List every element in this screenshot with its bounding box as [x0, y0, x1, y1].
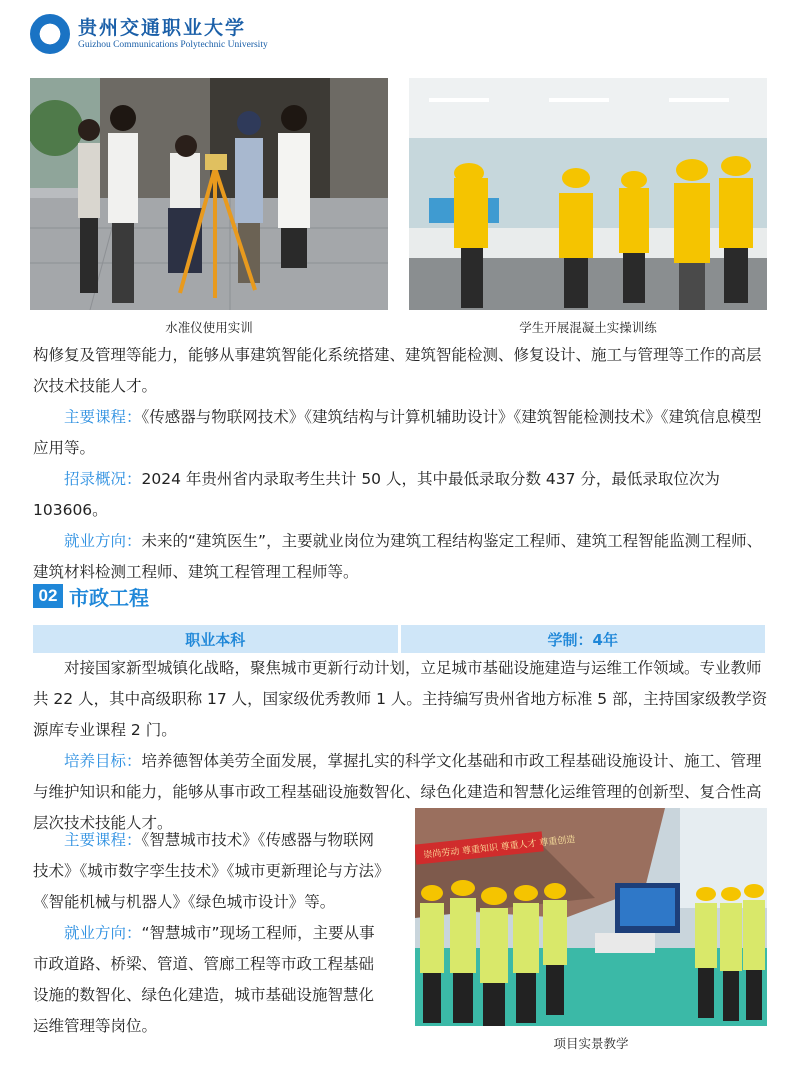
university-name-cn: 贵州交通职业大学	[78, 17, 247, 39]
section-title: 市政工程	[69, 585, 149, 610]
section1-courses	[33, 402, 769, 464]
admission-label: 招录概况：	[64, 470, 142, 488]
photo-caption: 学生开展混凝土实操训练	[519, 320, 657, 335]
goal-label: 培养目标：	[64, 752, 142, 770]
section2-career	[33, 918, 383, 1042]
program-duration: 学制：4年	[401, 625, 766, 653]
university-logo-icon	[30, 14, 70, 54]
section2-intro: 对接国家新型城镇化战略，聚焦城市更新行动计划，立足城市基础设施建造与运维工作领域。专业教师共 22 人，其中高级职称 17 人，国家级优秀教师 1 人。主持编写贵州省地方标准 5 部，主持国家级教学资源库专业课程 2 门。	[33, 659, 768, 739]
university-name-en: Guizhou Communications Polytechnic University	[78, 40, 268, 50]
section-heading	[33, 583, 149, 609]
photo-leveling-training	[30, 78, 388, 310]
courses-text: 《传感器与物联网技术》《建筑结构与计算机辅助设计》《建筑智能检测技术》《建筑信息模型应用等。	[33, 408, 762, 457]
university-name	[78, 17, 268, 51]
section2-courses	[33, 825, 383, 918]
courses-label: 主要课程：	[64, 831, 142, 849]
photo-caption: 水准仪使用实训	[165, 320, 253, 335]
goal-text: 培养德智体美劳全面发展，掌握扎实的科学文化基础和市政工程基础设施设计、施工、管理与维护知识和能力，能够从事市政工程基础设施数智化、绿色化建造和智慧化运维管理的创新型、复合性高层次技术技能人才。	[33, 752, 762, 832]
section1-career	[33, 526, 769, 588]
career-label: 就业方向：	[64, 532, 142, 550]
section1-admission	[33, 464, 769, 526]
program-level: 职业本科	[33, 625, 398, 653]
banner-text: 崇尚劳动 尊重知识 尊重人才 尊重创造	[422, 834, 576, 861]
courses-text: 《智慧城市技术》《传感器与物联网技术》《城市数字孪生技术》《城市更新理论与方法》《智能机械与机器人》《绿色城市设计》等。	[33, 831, 382, 911]
section-number: 02	[33, 584, 63, 608]
page-header	[30, 12, 268, 56]
section2-body-left	[33, 825, 383, 1042]
section1-continued: 构修复及管理等能力，能够从事建筑智能化系统搭建、建筑智能检测、修复设计、施工与管理等工作的高层次技术技能人才。	[33, 346, 762, 395]
admission-text: 2024 年贵州省内录取考生共计 50 人，其中最低录取分数 437 分，最低录取位次为 103606。	[33, 470, 720, 519]
career-text: 未来的“建筑医生”，主要就业岗位为建筑工程结构鉴定工程师、建筑工程智能监测工程师、建筑材料检测工程师、建筑工程管理工程师等。	[33, 532, 763, 581]
program-info-bar	[33, 625, 765, 653]
career-label: 就业方向：	[64, 924, 142, 942]
career-text: “智慧城市”现场工程师，主要从事市政道路、桥梁、管道、管廊工程等市政工程基础设施的数智化、绿色化建造，城市基础设施智慧化运维管理等岗位。	[33, 924, 375, 1035]
courses-label: 主要课程：	[64, 408, 142, 426]
section1-body	[33, 340, 769, 588]
photo-caption: 项目实景教学	[553, 1036, 629, 1051]
photo-concrete-training	[409, 78, 767, 310]
photo-onsite-teaching	[415, 808, 767, 1026]
